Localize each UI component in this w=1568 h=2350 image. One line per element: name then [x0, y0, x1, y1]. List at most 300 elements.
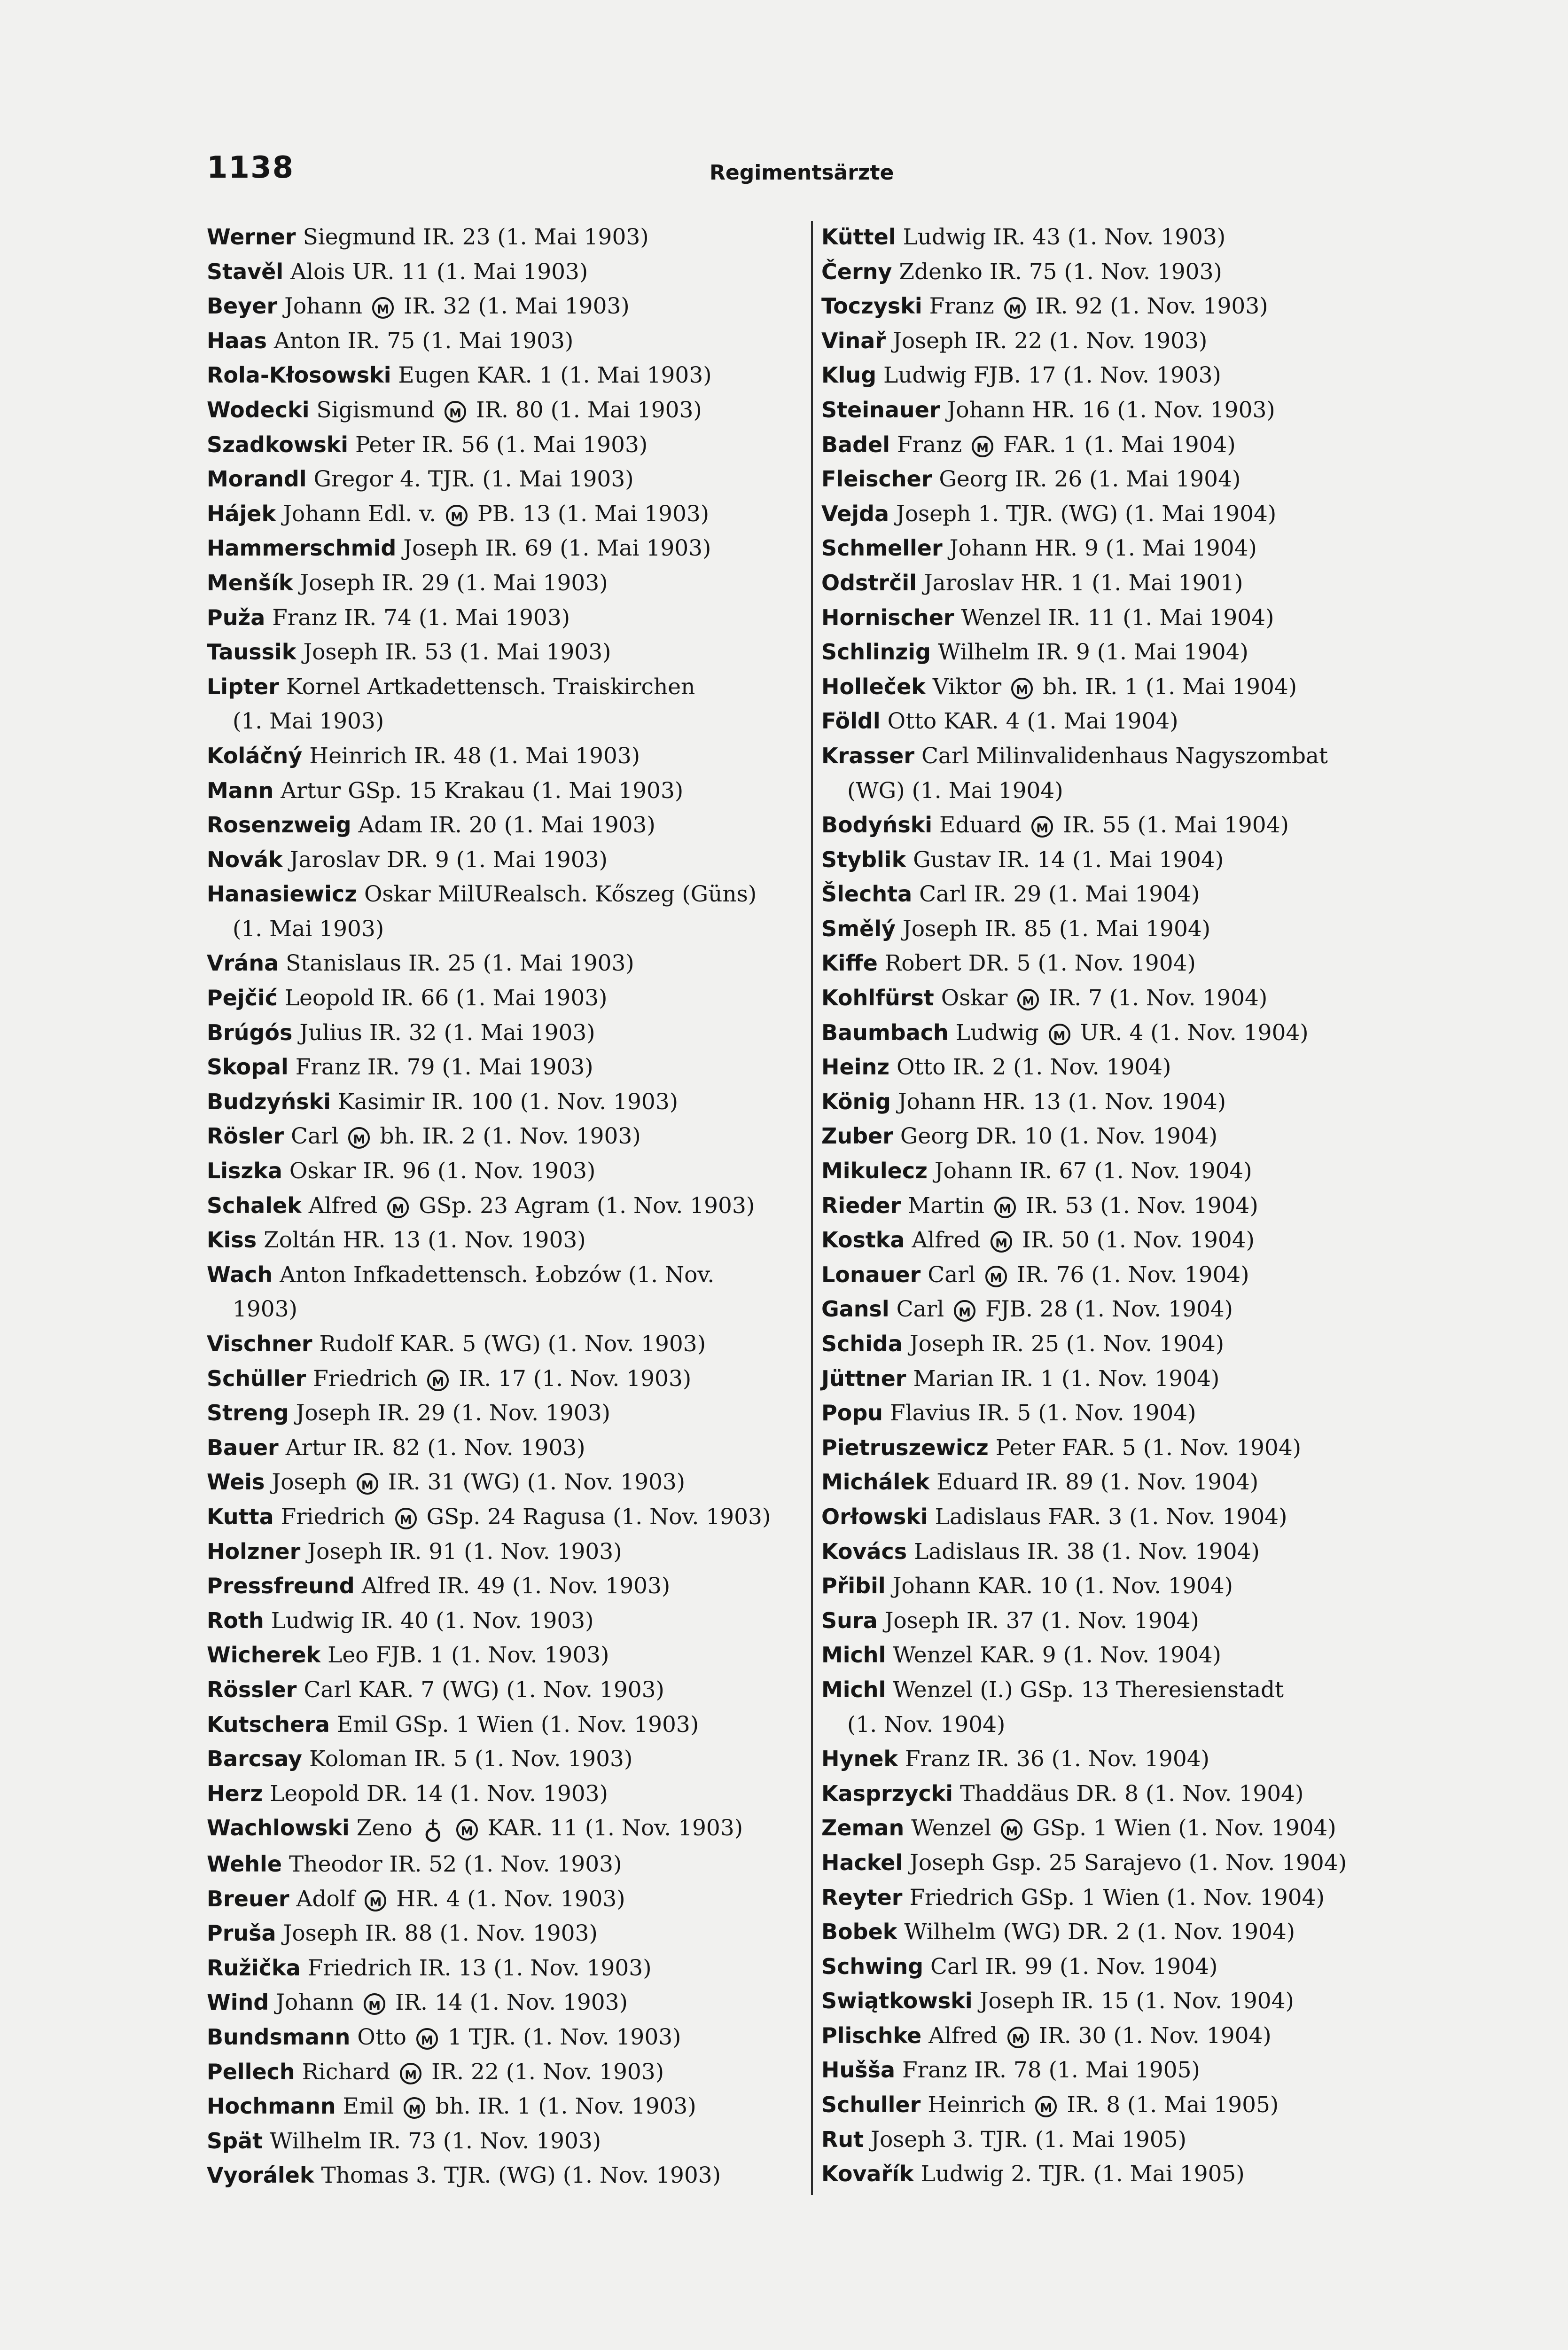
- roster-entry: [821, 1880, 1428, 1915]
- entry-details: Martin: [908, 1192, 984, 1219]
- entry-details: Alois UR. 11 (1. Mai 1903): [290, 258, 588, 285]
- entry-details: Joseph IR. 25 (1. Nov. 1904): [909, 1331, 1225, 1357]
- entry-details-after: HR. 4 (1. Nov. 1903): [396, 1886, 625, 1912]
- entry-surname: Hanasiewicz: [207, 881, 357, 907]
- entry-surname: Szadkowski: [207, 431, 349, 457]
- entry-details: Alfred IR. 49 (1. Nov. 1903): [361, 1573, 671, 1599]
- roster-entry: [207, 1985, 804, 2020]
- entry-details: Franz IR. 78 (1. Mai 1905): [902, 2057, 1200, 2084]
- page-number: 1138: [207, 150, 295, 185]
- entry-details: Adam IR. 20 (1. Mai 1903): [358, 812, 655, 838]
- circled-m-icon: M: [991, 1231, 1012, 1253]
- circled-m-icon: M: [1004, 297, 1026, 319]
- roster-entry: [821, 912, 1428, 947]
- entry-details-after: IR. 92 (1. Nov. 1903): [1035, 293, 1268, 320]
- entry-surname: Pellech: [207, 2059, 295, 2084]
- roster-entry: [821, 531, 1428, 566]
- entry-surname: Styblik: [821, 846, 906, 872]
- entry-details: Koloman IR. 5 (1. Nov. 1903): [309, 1746, 633, 1772]
- entry-surname: Michl: [821, 1642, 886, 1668]
- roster-entry: [207, 497, 804, 532]
- entry-details: Joseph IR. 88 (1. Nov. 1903): [283, 1920, 598, 1947]
- entry-details: Carl: [928, 1261, 975, 1288]
- entry-details: Marian IR. 1 (1. Nov. 1904): [913, 1365, 1220, 1392]
- entry-surname: Rösler: [207, 1123, 284, 1149]
- roster-entry: [821, 981, 1428, 1016]
- entry-details: Stanislaus IR. 25 (1. Mai 1903): [286, 950, 634, 977]
- entry-surname: Barcsay: [207, 1746, 303, 1772]
- circled-m-icon: M: [972, 436, 993, 457]
- entry-surname: Černy: [821, 258, 892, 284]
- entry-details-after: FJB. 28 (1. Nov. 1904): [985, 1296, 1233, 1323]
- entry-continuation: (1. Mai 1903): [233, 708, 384, 735]
- entry-surname: Mann: [207, 777, 274, 803]
- circled-m-icon: M: [994, 1197, 1016, 1218]
- entry-details: Thaddäus DR. 8 (1. Nov. 1904): [960, 1780, 1304, 1807]
- entry-details: Johann: [276, 1990, 354, 2016]
- roster-entry: [821, 1638, 1428, 1673]
- entry-surname: Puža: [207, 604, 265, 630]
- roster-entry: [821, 1292, 1428, 1327]
- entry-surname: Rut: [821, 2126, 864, 2152]
- entry-details: Heinrich IR. 48 (1. Mai 1903): [309, 743, 640, 769]
- circled-m-icon: M: [404, 2097, 425, 2119]
- roster-entry: [207, 601, 804, 635]
- entry-surname: Gansl: [821, 1296, 889, 1322]
- entry-surname: Schüller: [207, 1365, 306, 1391]
- entry-continuation: 1903): [233, 1296, 297, 1323]
- entry-surname: Holleček: [821, 674, 926, 699]
- entry-surname: Rieder: [821, 1192, 901, 1218]
- entry-surname: Hynek: [821, 1746, 898, 1772]
- entry-surname: Wachlowski: [207, 1815, 350, 1841]
- right-column: [821, 220, 1428, 2194]
- roster-entry: [821, 843, 1428, 877]
- entry-details: Johann HR. 13 (1. Nov. 1904): [897, 1089, 1226, 1115]
- entry-details: Zeno: [356, 1815, 413, 1841]
- entry-surname: Wach: [207, 1261, 273, 1287]
- entry-surname: Kovařík: [821, 2161, 914, 2187]
- roster-entry: [821, 1604, 1428, 1638]
- roster-entry: [207, 1050, 804, 1085]
- roster-entry: [821, 393, 1428, 428]
- roster-entry: [207, 393, 804, 428]
- entry-details: Eugen KAR. 1 (1. Mai 1903): [398, 362, 712, 389]
- entry-details: Johann HR. 16 (1. Nov. 1903): [947, 397, 1275, 423]
- roster-entry: [207, 2158, 804, 2193]
- roster-entry: [821, 1777, 1428, 1811]
- entry-details: Ludwig IR. 43 (1. Nov. 1903): [903, 224, 1226, 250]
- entry-surname: Kostka: [821, 1227, 905, 1253]
- roster-entry: [821, 1915, 1428, 1950]
- roster-entry: [207, 324, 804, 359]
- entry-details: Oskar IR. 96 (1. Nov. 1903): [289, 1158, 596, 1184]
- entry-surname: Fleischer: [821, 466, 932, 492]
- entry-details: Wenzel IR. 11 (1. Mai 1904): [961, 604, 1274, 631]
- roster-entry: [207, 877, 804, 946]
- entry-details: Zoltán HR. 13 (1. Nov. 1903): [264, 1227, 586, 1253]
- entry-details: Franz IR. 79 (1. Mai 1903): [295, 1054, 593, 1081]
- entry-surname: Földl: [821, 708, 881, 734]
- entry-details: Ludwig: [955, 1019, 1039, 1046]
- circled-m-icon: M: [985, 1266, 1007, 1287]
- roster-entry: [207, 981, 804, 1016]
- roster-entry: [207, 1742, 804, 1777]
- entry-details: Zdenko IR. 75 (1. Nov. 1903): [899, 258, 1222, 285]
- entry-details: Ludwig IR. 40 (1. Nov. 1903): [271, 1607, 594, 1634]
- entry-details: Rudolf KAR. 5 (WG) (1. Nov. 1903): [319, 1331, 706, 1357]
- roster-entry: [207, 2020, 804, 2055]
- entry-details-after: bh. IR. 1 (1. Mai 1904): [1043, 674, 1297, 700]
- entry-surname: Herz: [207, 1780, 263, 1806]
- roster-entry: [821, 255, 1428, 290]
- entry-details: Joseph Gsp. 25 Sarajevo (1. Nov. 1904): [910, 1849, 1347, 1876]
- entry-details: Leopold DR. 14 (1. Nov. 1903): [270, 1780, 608, 1807]
- roster-entry: [207, 1258, 804, 1327]
- running-title: Regimentsärzte: [710, 161, 894, 185]
- roster-entry: [821, 635, 1428, 670]
- entry-details: Eduard IR. 89 (1. Nov. 1904): [936, 1469, 1259, 1496]
- entry-surname: Hochmann: [207, 2093, 336, 2119]
- roster-entry: [207, 808, 804, 843]
- entry-surname: Vejda: [821, 501, 889, 526]
- circled-m-icon: M: [1031, 816, 1053, 838]
- roster-entry: [207, 462, 804, 497]
- entry-surname: Bobek: [821, 1919, 897, 1945]
- entry-surname: Bodyński: [821, 812, 933, 838]
- entry-surname: Vyorálek: [207, 2162, 314, 2188]
- entry-details: Gregor 4. TJR. (1. Mai 1903): [313, 466, 634, 493]
- entry-details: Ludwig 2. TJR. (1. Mai 1905): [921, 2161, 1245, 2187]
- roster-entry: [207, 428, 804, 462]
- entry-details: Otto KAR. 4 (1. Mai 1904): [887, 708, 1178, 735]
- roster-entry: [207, 1777, 804, 1811]
- roster-entry: [207, 1882, 804, 1917]
- roster-entry: [207, 843, 804, 877]
- roster-entry: [207, 531, 804, 566]
- entry-surname: Hackel: [821, 1849, 903, 1875]
- roster-entry: [207, 1085, 804, 1120]
- entry-details: Joseph 1. TJR. (WG) (1. Mai 1904): [896, 501, 1277, 527]
- entry-surname: Orłowski: [821, 1504, 928, 1529]
- entry-surname: Šlechta: [821, 881, 913, 907]
- roster-entry: [821, 1085, 1428, 1120]
- roster-entry: [821, 601, 1428, 635]
- entry-surname: Kiffe: [821, 950, 878, 976]
- entry-details-after: IR. 31 (WG) (1. Nov. 1903): [388, 1469, 686, 1496]
- entry-continuation: (1. Mai 1903): [233, 916, 384, 942]
- roster-entry: [821, 808, 1428, 843]
- roster-entry: [207, 1535, 804, 1569]
- entry-details: Joseph IR. 37 (1. Nov. 1904): [884, 1607, 1199, 1634]
- entry-details: Eduard: [939, 812, 1022, 838]
- entry-details: Joseph IR. 22 (1. Nov. 1903): [893, 328, 1208, 354]
- entry-details: Carl KAR. 7 (WG) (1. Nov. 1903): [304, 1676, 664, 1703]
- entry-details: Richard: [302, 2059, 390, 2085]
- entry-details: Joseph IR. 91 (1. Nov. 1903): [307, 1538, 622, 1565]
- roster-entry: [207, 1638, 804, 1673]
- entry-surname: Pruša: [207, 1920, 276, 1946]
- entry-surname: Reyter: [821, 1884, 903, 1910]
- entry-details: Carl IR. 99 (1. Nov. 1904): [930, 1953, 1218, 1980]
- entry-details-after: FAR. 1 (1. Mai 1904): [1003, 431, 1236, 458]
- circled-m-icon: M: [372, 297, 394, 319]
- entry-details: Joseph IR. 69 (1. Mai 1903): [403, 535, 711, 562]
- entry-details-after: IR. 80 (1. Mai 1903): [476, 397, 702, 423]
- roster-entry: [821, 428, 1428, 462]
- entry-surname: Werner: [207, 224, 296, 250]
- circled-m-icon: M: [416, 2028, 438, 2050]
- entry-details-after: GSp. 1 Wien (1. Nov. 1904): [1032, 1815, 1336, 1841]
- entry-surname: Toczyski: [821, 293, 922, 319]
- circled-m-icon: M: [427, 1370, 449, 1391]
- entry-details: Joseph IR. 29 (1. Mai 1903): [300, 570, 608, 596]
- roster-entry: [207, 1916, 804, 1951]
- entry-surname: Zuber: [821, 1123, 893, 1149]
- roster-entry: [207, 2055, 804, 2090]
- entry-details: Leo FJB. 1 (1. Nov. 1903): [328, 1642, 609, 1668]
- roster-entry: [821, 1327, 1428, 1362]
- roster-entry: [821, 1811, 1428, 1846]
- entry-surname: Stavěl: [207, 258, 284, 284]
- entry-surname: Zeman: [821, 1815, 905, 1841]
- roster-entry: [821, 1154, 1428, 1189]
- entry-details-after: IR. 50 (1. Nov. 1904): [1022, 1227, 1255, 1253]
- entry-surname: Lonauer: [821, 1261, 921, 1287]
- entry-details: Peter FAR. 5 (1. Nov. 1904): [995, 1434, 1302, 1461]
- roster-entry: [821, 1846, 1428, 1880]
- entry-details: Joseph 3. TJR. (1. Mai 1905): [871, 2126, 1186, 2153]
- circled-m-icon: M: [1011, 678, 1033, 699]
- entry-details: Emil GSp. 1 Wien (1. Nov. 1903): [336, 1711, 699, 1738]
- entry-details: Artur IR. 82 (1. Nov. 1903): [285, 1434, 585, 1461]
- entry-details: Friedrich GSp. 1 Wien (1. Nov. 1904): [909, 1884, 1325, 1911]
- circled-m-icon: M: [1017, 989, 1039, 1010]
- entry-surname: Brúgós: [207, 1019, 293, 1045]
- entry-surname: Rola-Kłosowski: [207, 362, 391, 388]
- circled-m-icon: M: [445, 401, 466, 423]
- entry-details: Joseph IR. 53 (1. Mai 1903): [303, 639, 611, 666]
- entry-surname: Lipter: [207, 674, 279, 699]
- entry-details-after: bh. IR. 1 (1. Nov. 1903): [435, 2093, 696, 2120]
- roster-entry: [821, 670, 1428, 705]
- entry-surname: Wodecki: [207, 397, 310, 423]
- roster-entry: [821, 1500, 1428, 1535]
- entry-surname: Mikulecz: [821, 1158, 928, 1184]
- roster-entry: [207, 1223, 804, 1258]
- entry-details-after: IR. 7 (1. Nov. 1904): [1049, 985, 1268, 1011]
- left-column: [207, 220, 804, 2194]
- entry-details: Franz IR. 74 (1. Mai 1903): [272, 604, 570, 631]
- roster-entry: [821, 1742, 1428, 1777]
- roster-entry: [207, 635, 804, 670]
- entry-surname: Schmeller: [821, 535, 943, 561]
- entry-surname: Rosenzweig: [207, 812, 351, 838]
- entry-details: Alfred: [912, 1227, 981, 1253]
- entry-details: Wilhelm IR. 73 (1. Nov. 1903): [270, 2128, 601, 2154]
- entry-surname: Vrána: [207, 950, 279, 976]
- roster-entry: [207, 1604, 804, 1638]
- roster-entry: [207, 1189, 804, 1223]
- entry-details: Carl: [896, 1296, 944, 1323]
- entry-details: Gustav IR. 14 (1. Mai 1904): [913, 846, 1224, 873]
- entry-surname: Spät: [207, 2128, 263, 2154]
- entry-surname: Streng: [207, 1400, 289, 1426]
- roster-entry: [207, 1362, 804, 1396]
- roster-entry: [207, 1396, 804, 1431]
- roster-entry: [207, 1465, 804, 1500]
- circled-m-icon: M: [400, 2063, 421, 2084]
- entry-details-after: IR. 76 (1. Nov. 1904): [1016, 1261, 1249, 1288]
- entry-continuation: (WG) (1. Mai 1904): [847, 777, 1063, 804]
- entry-details: Wilhelm IR. 9 (1. Mai 1904): [937, 639, 1248, 666]
- roster-entry: [207, 1811, 804, 1847]
- entry-details-after: IR. 53 (1. Nov. 1904): [1025, 1192, 1258, 1219]
- roster-entry: [207, 1951, 804, 1986]
- entry-details-after: UR. 4 (1. Nov. 1904): [1080, 1019, 1309, 1046]
- entry-details: Alfred: [928, 2022, 998, 2049]
- roster-entry: [207, 1673, 804, 1708]
- entry-surname: Bundsmann: [207, 2024, 351, 2050]
- entry-details: Franz IR. 36 (1. Nov. 1904): [905, 1746, 1209, 1772]
- roster-entry: [207, 1327, 804, 1362]
- roster-entry: [207, 1708, 804, 1742]
- roster-entry: [821, 739, 1428, 808]
- roster-entry: [821, 2123, 1428, 2157]
- entry-surname: Sura: [821, 1607, 878, 1633]
- circled-m-icon: M: [357, 1473, 378, 1495]
- entry-surname: Novák: [207, 846, 283, 872]
- entry-details: Otto IR. 2 (1. Nov. 1904): [896, 1054, 1171, 1081]
- roster-entry: [821, 1673, 1428, 1742]
- entry-details-after: IR. 32 (1. Mai 1903): [403, 293, 630, 320]
- roster-entry: [207, 220, 804, 255]
- entry-surname: Michálek: [821, 1469, 930, 1495]
- entry-surname: Wicherek: [207, 1642, 321, 1668]
- entry-details: Siegmund IR. 23 (1. Mai 1903): [303, 224, 649, 250]
- column-divider: [811, 221, 813, 2195]
- entry-surname: Beyer: [207, 293, 278, 319]
- entry-details-after: 1 TJR. (1. Nov. 1903): [447, 2024, 681, 2051]
- entry-details: Kornel Artkadettensch. Traiskirchen: [286, 674, 695, 700]
- entry-surname: Kohlfürst: [821, 985, 934, 1011]
- entry-details-after: PB. 13 (1. Mai 1903): [477, 501, 710, 527]
- entry-surname: Koláčný: [207, 743, 303, 768]
- circled-m-icon: M: [1007, 2027, 1029, 2048]
- roster-entry: [207, 1154, 804, 1189]
- entry-surname: Klug: [821, 362, 877, 388]
- entry-surname: Budzyński: [207, 1089, 331, 1114]
- entry-details: Carl Milinvalidenhaus Nagyszombat: [921, 743, 1328, 769]
- circled-m-icon: M: [456, 1819, 478, 1841]
- entry-continuation: (1. Nov. 1904): [847, 1711, 1006, 1738]
- entry-details: Otto: [357, 2024, 406, 2051]
- entry-details: Joseph IR. 85 (1. Mai 1904): [902, 916, 1211, 942]
- entry-details: Joseph IR. 15 (1. Nov. 1904): [979, 1988, 1294, 2014]
- entry-surname: Kutta: [207, 1504, 274, 1529]
- entry-surname: Pressfreund: [207, 1573, 355, 1599]
- entry-details-after: IR. 14 (1. Nov. 1903): [395, 1990, 628, 2016]
- circled-m-icon: M: [1035, 2096, 1057, 2117]
- circled-m-icon: M: [387, 1197, 409, 1218]
- roster-entry: [207, 2089, 804, 2124]
- entry-surname: Roth: [207, 1607, 264, 1633]
- roster-entry: [207, 1016, 804, 1050]
- entry-surname: Schlinzig: [821, 639, 931, 665]
- entry-surname: Badel: [821, 431, 890, 457]
- roster-entry: [821, 1465, 1428, 1500]
- entry-surname: Popu: [821, 1400, 883, 1426]
- circled-m-icon: M: [348, 1127, 370, 1149]
- roster-entry: [821, 1223, 1428, 1258]
- roster-entry: [821, 1396, 1428, 1431]
- entry-details: Flavius IR. 5 (1. Nov. 1904): [889, 1400, 1196, 1426]
- entry-details: Jaroslav HR. 1 (1. Mai 1901): [923, 570, 1243, 596]
- roster-entry: [207, 1500, 804, 1535]
- entry-surname: Odstrčil: [821, 570, 917, 595]
- entry-details: Emil: [343, 2093, 394, 2120]
- entry-details: Artur GSp. 15 Krakau (1. Mai 1903): [281, 777, 684, 804]
- roster-entry: [821, 2053, 1428, 2088]
- entry-details: Adolf: [296, 1886, 355, 1912]
- entry-details-after: IR. 22 (1. Nov. 1903): [431, 2059, 664, 2085]
- roster-entry: [821, 1535, 1428, 1569]
- circled-m-icon: M: [365, 1890, 386, 1911]
- entry-details: Carl: [291, 1123, 339, 1150]
- entry-details: Friedrich: [281, 1504, 385, 1530]
- entry-surname: Baumbach: [821, 1019, 949, 1045]
- entry-details: Joseph IR. 29 (1. Nov. 1903): [296, 1400, 610, 1426]
- entry-surname: Küttel: [821, 224, 896, 250]
- roster-entry: [821, 220, 1428, 255]
- entry-surname: Schwing: [821, 1953, 924, 1979]
- roster-entry: [821, 324, 1428, 359]
- entry-surname: Jüttner: [821, 1365, 906, 1391]
- entry-details: Leopold IR. 66 (1. Mai 1903): [284, 985, 608, 1011]
- roster-entry: [821, 2157, 1428, 2192]
- entry-details: Georg DR. 10 (1. Nov. 1904): [900, 1123, 1218, 1150]
- entry-details-after: GSp. 24 Ragusa (1. Nov. 1903): [426, 1504, 771, 1530]
- entry-surname: Schida: [821, 1331, 903, 1356]
- roster-entry: [821, 1189, 1428, 1223]
- cross-symbol-icon: ♁: [423, 1814, 443, 1845]
- entry-details: Friedrich IR. 13 (1. Nov. 1903): [307, 1955, 652, 1981]
- roster-entry: [821, 462, 1428, 497]
- entry-surname: Taussik: [207, 639, 296, 665]
- circled-m-icon: M: [1049, 1024, 1070, 1045]
- entry-surname: Holzner: [207, 1538, 301, 1564]
- roster-entry: [207, 946, 804, 981]
- entry-surname: Hájek: [207, 501, 276, 526]
- entry-details: Thomas 3. TJR. (WG) (1. Nov. 1903): [321, 2162, 721, 2189]
- entry-surname: Wind: [207, 1990, 269, 2015]
- entry-surname: Rössler: [207, 1676, 297, 1702]
- entry-details: Johann KAR. 10 (1. Nov. 1904): [892, 1573, 1233, 1599]
- entry-details: Ludwig FJB. 17 (1. Nov. 1903): [883, 362, 1221, 389]
- entry-surname: Kutschera: [207, 1711, 330, 1737]
- circled-m-icon: M: [1001, 1819, 1022, 1841]
- roster-entry: [821, 1119, 1428, 1154]
- entry-surname: Krasser: [821, 743, 915, 768]
- roster-entry: [207, 566, 804, 601]
- entry-surname: Přibil: [821, 1573, 886, 1599]
- roster-entry: [821, 1258, 1428, 1292]
- roster-entry: [821, 566, 1428, 601]
- entry-details: Johann IR. 67 (1. Nov. 1904): [934, 1158, 1252, 1184]
- entry-surname: Liszka: [207, 1158, 282, 1184]
- roster-entry: [821, 1362, 1428, 1396]
- roster-entry: [821, 2088, 1428, 2123]
